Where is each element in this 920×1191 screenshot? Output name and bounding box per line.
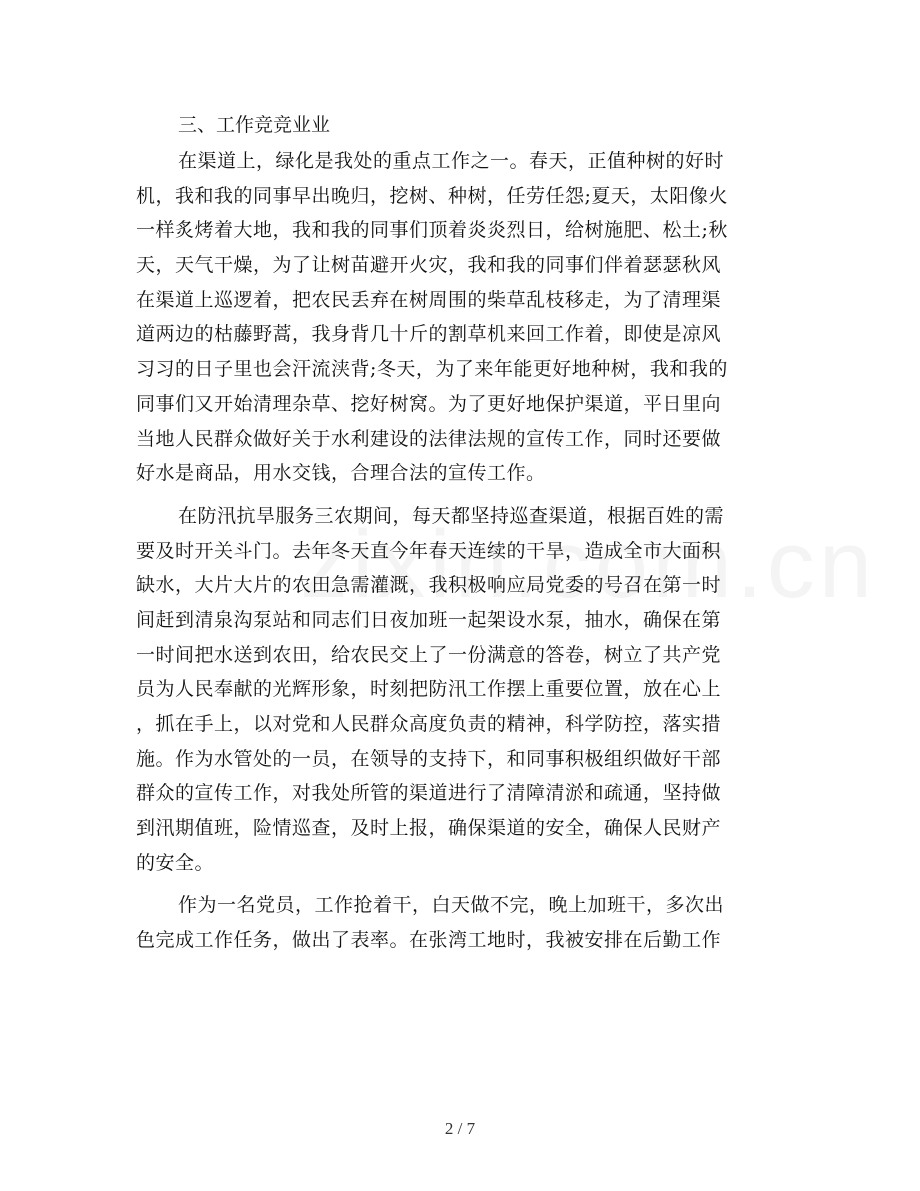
paragraph-greening — [136, 144, 782, 491]
text-line: 间赶到清泉沟泵站和同志们日夜加班一起架设水泵，抽水，确保在第 — [136, 608, 722, 631]
text-line: 员为人民奉献的光辉形象，时刻把防汛工作摆上重要位置，放在心上 — [136, 678, 722, 701]
section-heading: 三、工作竞竞业业 — [178, 114, 331, 136]
text-line: 缺水，大片大片的农田急需灌溉，我积极响应局党委的号召在第一时 — [136, 574, 722, 597]
text-line: 机，我和我的同事早出晚归，挖树、种树，任劳任怨;夏天，太阳像火 — [136, 184, 728, 207]
text-line: 在渠道上，绿化是我处的重点工作之一。春天，正值种树的好时 — [178, 150, 725, 172]
text-line: 在渠道上巡逻着，把农民丢弃在树周围的柴草乱枝移走，为了清理渠 — [136, 288, 722, 311]
text-line: 一样炙烤着大地，我和我的同事们顶着炎炎烈日，给树施肥、松土;秋 — [136, 219, 728, 242]
text-line: 的安全。 — [136, 851, 215, 874]
text-line: 习习的日子里也会汗流浃背;冬天，为了来年能更好地种树，我和我的 — [136, 358, 728, 381]
text-line: 在防汛抗旱服务三农期间，每天都坚持巡查渠道，根据百姓的需 — [178, 504, 725, 527]
text-line: 天，天气干燥，为了让树苗避开火灾，我和我的同事们伴着瑟瑟秋风 — [136, 254, 722, 277]
text-line: 群众的宣传工作，对我处所管的渠道进行了清障清淤和疏通，坚持做 — [136, 782, 722, 805]
document-body — [136, 106, 782, 966]
text-line: 同事们又开始清理杂草、挖好树窝。为了更好地保护渠道，平日里向 — [136, 392, 722, 415]
text-line: 当地人民群众做好关于水利建设的法律法规的宣传工作，同时还要做 — [136, 427, 722, 450]
paragraph-party-member — [136, 888, 782, 957]
text-line: 作为一名党员，工作抢着干，白天做不完，晚上加班干，多次出 — [178, 894, 725, 917]
text-line: 色完成工作任务，做出了表率。在张湾工地时，我被安排在后勤工作 — [136, 929, 722, 952]
text-line: 好水是商品，用水交钱，合理合法的宣传工作。 — [136, 462, 546, 485]
page-number: 2 / 7 — [444, 1119, 476, 1138]
text-line: 道两边的枯藤野蒿，我身背几十斤的割草机来回工作着，即使是凉风 — [136, 323, 722, 346]
paragraph-flood-control — [136, 499, 782, 881]
text-line: 要及时开关斗门。去年冬天直今年春天连续的干旱，造成全市大面积 — [136, 539, 722, 562]
text-line: 施。作为水管处的一员，在领导的支持下，和同事积极组织做好干部 — [136, 747, 722, 770]
text-line: 到汛期值班，险情巡查，及时上报，确保渠道的安全，确保人民财产 — [136, 817, 722, 840]
text-line: ，抓在手上，以对党和人民群众高度负责的精神，科学防控，落实措 — [136, 713, 722, 735]
text-line: 一时间把水送到农田，给农民交上了一份满意的答卷，树立了共产党 — [136, 643, 722, 666]
